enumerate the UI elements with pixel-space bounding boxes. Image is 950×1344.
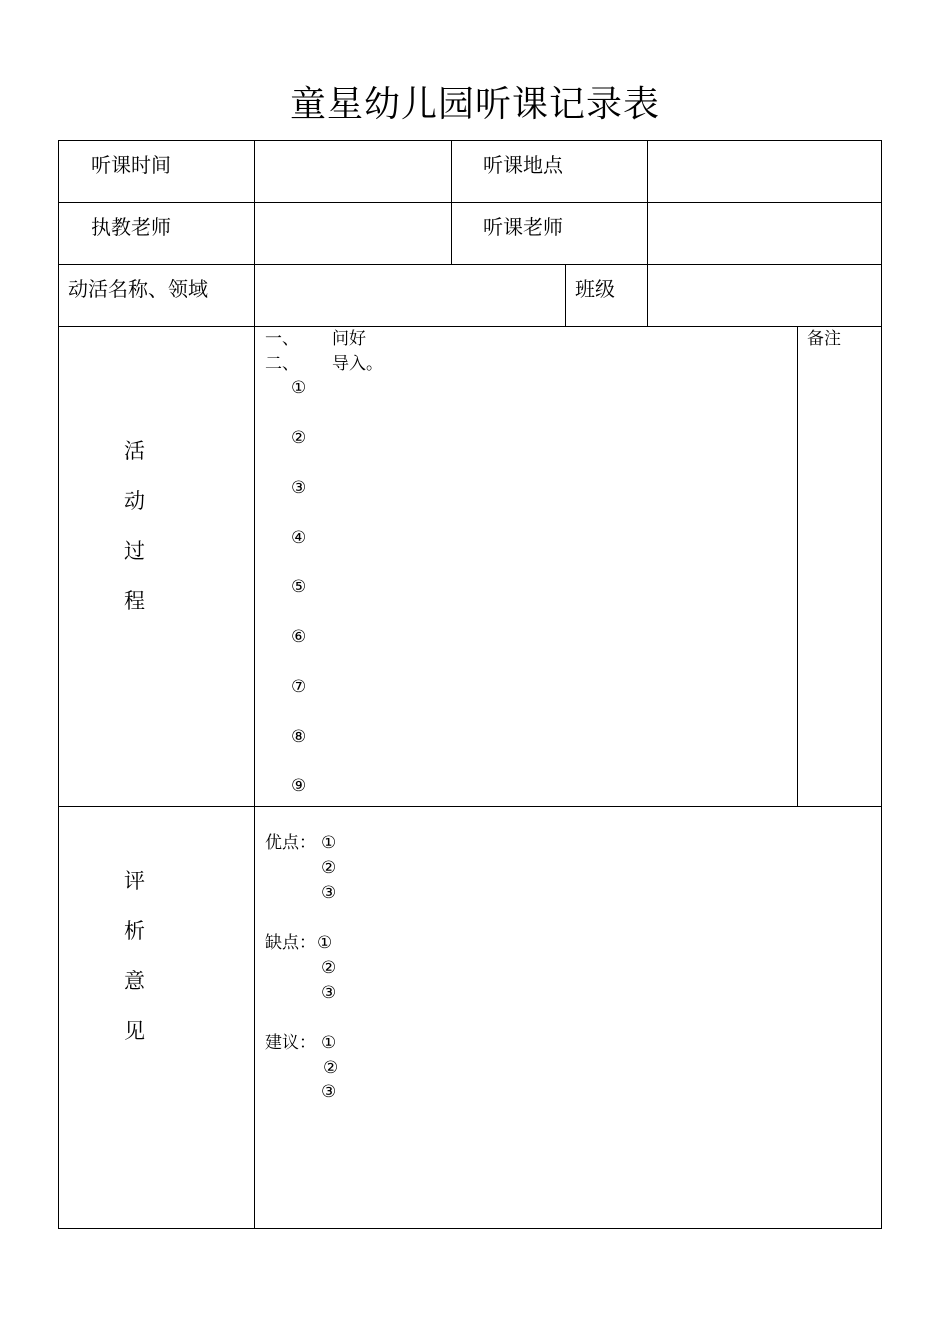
process-marker: ⑧ xyxy=(291,727,307,747)
suggestion-marker: ③ xyxy=(321,1082,337,1102)
strengths-label: 优点： xyxy=(265,833,316,853)
process-marker: ③ xyxy=(291,478,307,498)
location-label: 听课地点 xyxy=(483,153,563,177)
table-border-bottom xyxy=(58,1228,882,1229)
process-label-char: 过 xyxy=(124,539,145,563)
process-marker: ④ xyxy=(291,528,307,548)
strength-marker: ② xyxy=(321,858,337,878)
evaluation-label-char: 析 xyxy=(124,919,145,943)
process-marker: ② xyxy=(291,428,307,448)
process-label-char: 活 xyxy=(124,439,145,463)
strength-marker: ① xyxy=(321,833,337,853)
suggestion-marker: ① xyxy=(321,1033,337,1053)
class-label: 班级 xyxy=(575,277,615,301)
column-divider xyxy=(254,140,255,1229)
class-field[interactable] xyxy=(649,266,880,325)
process-marker: ⑥ xyxy=(291,627,307,647)
remarks-field[interactable] xyxy=(799,352,880,805)
step-text: 问好 xyxy=(332,329,366,349)
activity-field[interactable] xyxy=(256,266,564,325)
teacher-label: 执教老师 xyxy=(91,215,171,239)
row-divider xyxy=(58,264,882,265)
process-label-char: 动 xyxy=(124,489,145,513)
table-border-top xyxy=(58,140,882,141)
evaluation-content-area[interactable] xyxy=(256,808,880,1227)
suggestions-label: 建议： xyxy=(265,1033,316,1053)
column-divider xyxy=(647,140,648,327)
step-text: 导入。 xyxy=(332,354,383,374)
activity-label: 动活名称、领域 xyxy=(68,277,208,301)
weaknesses-label: 缺点： xyxy=(265,933,316,953)
observer-label: 听课老师 xyxy=(483,215,563,239)
process-marker: ① xyxy=(291,378,307,398)
row-divider xyxy=(58,806,882,807)
remarks-label: 备注 xyxy=(807,329,841,349)
column-divider xyxy=(451,140,452,265)
table-border-right xyxy=(881,140,882,1229)
column-divider xyxy=(797,326,798,807)
process-marker: ⑤ xyxy=(291,577,307,597)
suggestion-marker: ② xyxy=(323,1058,339,1078)
evaluation-label-char: 意 xyxy=(124,969,145,993)
process-label-char: 程 xyxy=(124,589,145,613)
process-marker: ⑦ xyxy=(291,677,307,697)
observer-field[interactable] xyxy=(649,204,880,263)
process-marker: ⑨ xyxy=(291,776,307,796)
step-number: 二、 xyxy=(265,354,299,374)
table-border-left xyxy=(58,140,59,1229)
weakness-marker: ② xyxy=(321,958,337,978)
teacher-field[interactable] xyxy=(256,204,450,263)
step-number: 一、 xyxy=(265,329,299,349)
location-field[interactable] xyxy=(649,142,880,201)
strength-marker: ③ xyxy=(321,883,337,903)
weakness-marker: ① xyxy=(317,933,333,953)
row-divider xyxy=(58,326,882,327)
row-divider xyxy=(58,202,882,203)
column-divider xyxy=(565,264,566,327)
evaluation-label-char: 评 xyxy=(124,869,145,893)
weakness-marker: ③ xyxy=(321,983,337,1003)
time-label: 听课时间 xyxy=(91,153,171,177)
page-title: 童星幼儿园听课记录表 xyxy=(289,84,660,125)
time-field[interactable] xyxy=(256,142,450,201)
evaluation-label-char: 见 xyxy=(124,1019,145,1043)
process-content-area[interactable] xyxy=(256,328,796,805)
